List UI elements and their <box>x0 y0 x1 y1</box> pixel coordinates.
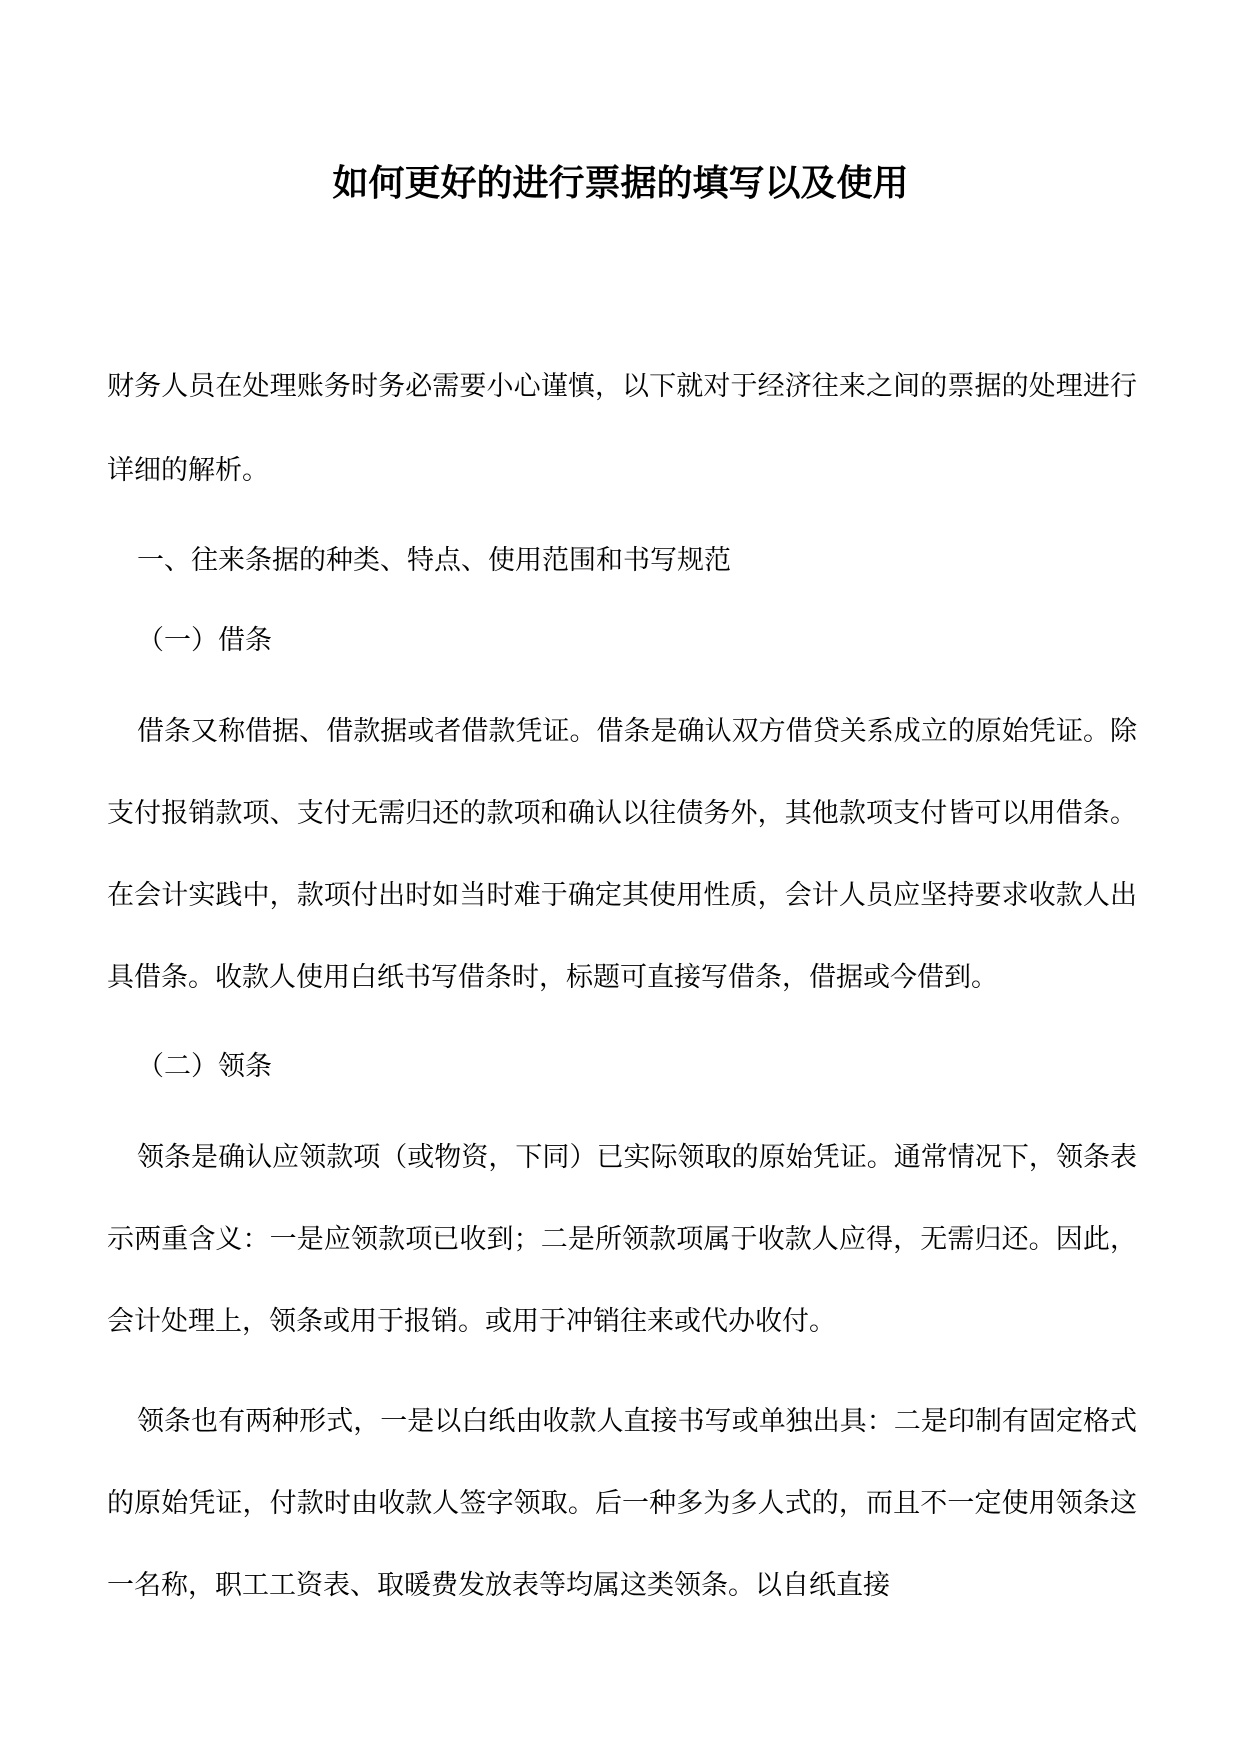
intro-paragraph: 财务人员在处理账务时务必需要小心谨慎，以下就对于经济往来之间的票据的处理进行详细的解析。 <box>107 371 1137 486</box>
receipt-paragraph-2: 领条也有两种形式，一是以白纸由收款人直接书写或单独出具：二是印制有固定格式的原始凭证，付款时由收款人签字领取。后一种多为多人式的，而且不一定使用领条这一名称，职工工资表、取暖费发放表等均属这类领条。以自纸直接 <box>107 1406 1137 1601</box>
section-heading-1: 一、往来条据的种类、特点、使用范围和书写规范 <box>137 545 731 576</box>
subsection-heading-receipt: （二）领条 <box>137 1051 272 1082</box>
document-title: 如何更好的进行票据的填写以及使用 <box>332 162 909 204</box>
receipt-paragraph-1: 领条是确认应领款项（或物资，下同）已实际领取的原始凭证。通常情况下，领条表示两重含义：一是应领款项已收到；二是所领款项属于收款人应得，无需归还。因此，会计处理上，领条或用于报销。或用于冲销往来或代办收付。 <box>107 1142 1137 1337</box>
iou-paragraph: 借条又称借据、借款据或者借款凭证。借条是确认双方借贷关系成立的原始凭证。除支付报销款项、支付无需归还的款项和确认以往债务外，其他款项支付皆可以用借条。在会计实践中，款项付出时如当时难于确定其使用性质，会计人员应坚持要求收款人出具借条。收款人使用白纸书写借条时，标题可直接写借条，借据或今借到。 <box>107 716 1137 993</box>
document-body <box>107 345 1137 1645</box>
subsection-heading-iou: （一）借条 <box>137 625 272 656</box>
